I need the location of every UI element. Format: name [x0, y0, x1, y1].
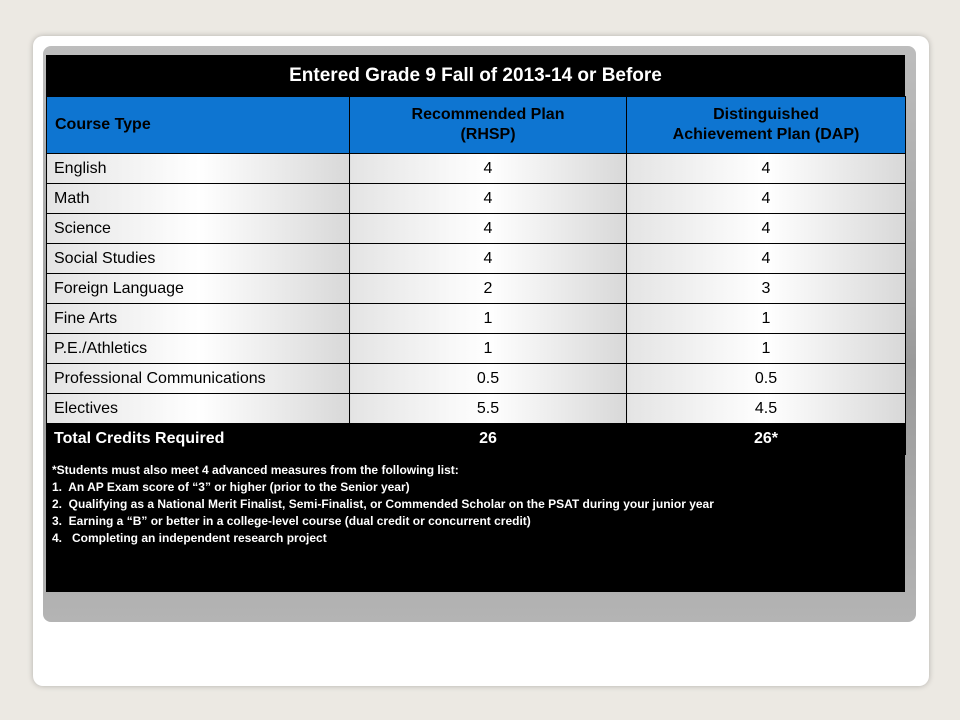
- table-row: [47, 364, 906, 394]
- table-row: [47, 304, 906, 334]
- total-row: [47, 424, 906, 455]
- rhsp-credits-cell: 5.5: [350, 394, 627, 424]
- total-rhsp: 26: [350, 424, 627, 455]
- dap-credits-cell: 0.5: [627, 364, 906, 394]
- course-type-cell: Electives: [47, 394, 350, 424]
- dap-credits-cell: 4: [627, 154, 906, 184]
- table-row: [47, 334, 906, 364]
- dap-credits-cell: 4: [627, 244, 906, 274]
- header-course-type: Course Type: [47, 97, 350, 154]
- rhsp-credits-cell: 1: [350, 334, 627, 364]
- table-row: [47, 214, 906, 244]
- header-rhsp-line1: Recommended Plan: [411, 106, 565, 123]
- course-type-cell: Science: [47, 214, 350, 244]
- course-type-cell: Foreign Language: [47, 274, 350, 304]
- notes-intro: *Students must also meet 4 advanced measures from the following list:: [52, 463, 459, 477]
- notes-item-1: 1. An AP Exam score of “3” or higher (prior to the Senior year): [52, 480, 410, 494]
- dap-credits-cell: 3: [627, 274, 906, 304]
- header-rhsp-line2: (RHSP): [460, 126, 516, 143]
- table-row: [47, 184, 906, 214]
- course-type-cell: Fine Arts: [47, 304, 350, 334]
- rhsp-credits-cell: 1: [350, 304, 627, 334]
- header-dap-line2: Achievement Plan (DAP): [672, 126, 860, 143]
- table-title: Entered Grade 9 Fall of 2013-14 or Before: [289, 65, 662, 86]
- dap-credits-cell: 4: [627, 214, 906, 244]
- notes-item-2: 2. Qualifying as a National Merit Finalist, Semi-Finalist, or Commended Scholar on the PSAT during your junior year: [52, 497, 714, 511]
- course-type-cell: Social Studies: [47, 244, 350, 274]
- header-dap-line1: Distinguished: [713, 106, 819, 123]
- notes-item-3: 3. Earning a “B” or better in a college-level course (dual credit or concurrent credit): [52, 514, 531, 528]
- course-type-cell: P.E./Athletics: [47, 334, 350, 364]
- rhsp-credits-cell: 4: [350, 154, 627, 184]
- table-row: [47, 274, 906, 304]
- course-type-cell: Professional Communications: [47, 364, 350, 394]
- table-row: [47, 394, 906, 424]
- course-type-cell: English: [47, 154, 350, 184]
- notes-item-4: 4. Completing an independent research project: [52, 531, 327, 545]
- dap-credits-cell: 1: [627, 334, 906, 364]
- rhsp-credits-cell: 4: [350, 184, 627, 214]
- dap-credits-cell: 4: [627, 184, 906, 214]
- rhsp-credits-cell: 4: [350, 244, 627, 274]
- table-row: [47, 244, 906, 274]
- table-row: [47, 154, 906, 184]
- credits-card: [46, 55, 905, 592]
- total-dap: 26*: [627, 424, 906, 455]
- rhsp-credits-cell: 0.5: [350, 364, 627, 394]
- credits-table: [46, 96, 906, 455]
- table-body: [47, 154, 906, 424]
- header-dap: [627, 97, 906, 154]
- advanced-measures-notes: [52, 462, 897, 547]
- dap-credits-cell: 4.5: [627, 394, 906, 424]
- header-rhsp: [350, 97, 627, 154]
- dap-credits-cell: 1: [627, 304, 906, 334]
- rhsp-credits-cell: 2: [350, 274, 627, 304]
- rhsp-credits-cell: 4: [350, 214, 627, 244]
- course-type-cell: Math: [47, 184, 350, 214]
- total-label: Total Credits Required: [47, 424, 350, 455]
- header-row: [47, 97, 906, 154]
